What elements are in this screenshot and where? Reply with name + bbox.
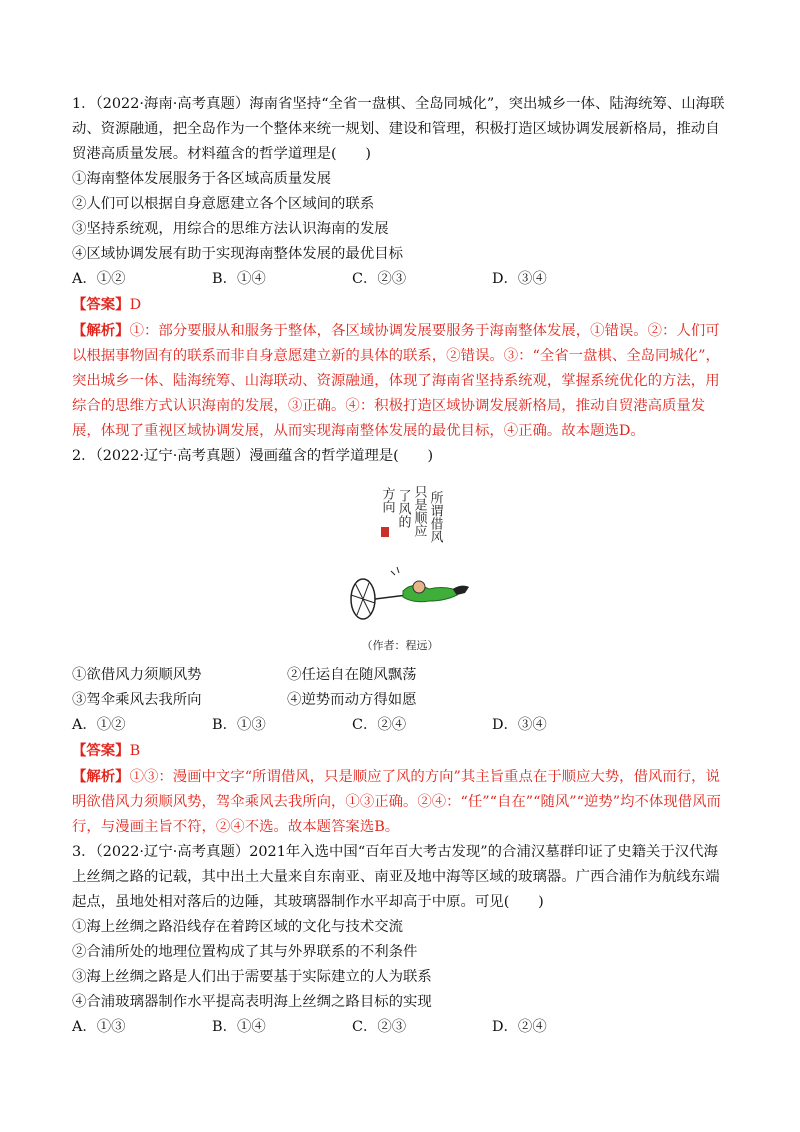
question-1-item: ①海南整体发展服务于各区域高质量发展	[72, 171, 332, 187]
flying-person-head	[413, 581, 425, 593]
question-2-stem: 2．（2022·辽宁·高考真题）漫画蕴含的哲学道理是( )	[72, 448, 434, 464]
option-d[interactable]: D．②④	[492, 1019, 547, 1035]
motion-lines	[391, 567, 399, 575]
option-d[interactable]: D．③④	[492, 271, 547, 287]
question-1-item: ③坚持系统观，用综合的思维方法认识海南的发展	[72, 221, 389, 237]
question-2-options	[72, 713, 728, 738]
option-c[interactable]: C．②④	[352, 717, 407, 733]
question-2-answer	[72, 738, 728, 764]
question-3-item: ④合浦玻璃器制作水平提高表明海上丝绸之路目标的实现	[72, 994, 432, 1010]
question-2-item: ①欲借风力须顺风势	[72, 667, 202, 683]
analysis-tag: 【解析】	[72, 768, 130, 785]
cartoon-caption: （作者：程远）	[361, 639, 439, 652]
option-b[interactable]: B．①④	[212, 271, 266, 287]
question-2-analysis	[72, 764, 728, 840]
option-d[interactable]: D．③④	[492, 717, 547, 733]
question-1-options	[72, 267, 728, 292]
question-2-item: ②任运自在随风飘荡	[287, 667, 417, 683]
question-2-item: ④逆势而动方得如愿	[287, 692, 417, 708]
question-1-item: ④区域协调发展有助于实现海南整体发展的最优目标	[72, 246, 403, 262]
question-3-item: ①海上丝绸之路沿线存在着跨区域的文化与技术交流	[72, 919, 403, 935]
question-3-options	[72, 1015, 728, 1040]
question-2-item: ③驾伞乘风去我所向	[72, 692, 202, 708]
cartoon-drawing	[325, 475, 475, 635]
question-1-stem: 1．（2022·海南·高考真题）海南省坚持“全省一盘棋、全岛同城化”，突出城乡一体、陆海统筹、山海联动、资源融通，把全岛作为一个整体来统一规划、建设和管理，积极打造区域协调发展新格局，推动自贸港高质量发展。材料蕴含的哲学道理是( )	[72, 96, 725, 162]
question-2-items-row	[72, 663, 728, 688]
answer-value: D	[129, 297, 142, 313]
question-3-stem: 3．（2022·辽宁·高考真题）2021年入选中国“百年百大考古发现”的合浦汉墓群印证了史籍关于汉代海上丝绸之路的记载，其中出土大量来自东南亚、南亚及地中海等区域的玻璃器。广西合浦作为航线东端起点，虽地处相对落后的边陲，其玻璃器制作水平却高于中原。可见( )	[72, 844, 720, 910]
cartoon-text: 所谓借风	[427, 491, 443, 543]
cartoon-text: 只是顺应	[411, 485, 427, 537]
analysis-text: ①：部分要服从和服务于整体，各区域协调发展要服务于海南整体发展，①错误。②：人们可以根据事物固有的联系而非自身意愿建立新的具体的联系，②错误。③：“全省一盘棋、全岛同城化”，突出城乡一体、陆海统筹、山海联动、资源融通，体现了海南省坚持系统观，掌握系统优化的方法，用综合的思维方式认识海南的发展，③正确。④：积极打造区域协调发展新格局，推动自贸港高质量发展，体现了重视区域协调发展，从而实现海南整体发展的最优目标，④正确。故本题选D。	[72, 323, 720, 439]
question-2-items-row	[72, 688, 728, 713]
question-1-answer	[72, 292, 728, 318]
document-page	[72, 92, 728, 1040]
answer-tag: 【答案】	[72, 296, 130, 313]
analysis-tag: 【解析】	[72, 322, 130, 339]
flying-person-body	[403, 586, 457, 602]
option-a[interactable]: A．①②	[72, 271, 126, 287]
question-3-item: ③海上丝绸之路是人们出于需要基于实际建立的人为联系	[72, 969, 432, 985]
answer-value: B	[129, 743, 141, 759]
answer-tag: 【答案】	[72, 742, 130, 759]
option-a[interactable]: A．①②	[72, 717, 126, 733]
option-c[interactable]: C．②③	[352, 1019, 407, 1035]
umbrella-handle	[375, 595, 407, 599]
question-3-item: ②合浦所处的地理位置构成了其与外界联系的不利条件	[72, 944, 418, 960]
question-1-item: ②人们可以根据自身意愿建立各个区域间的联系	[72, 196, 375, 212]
cartoon-text: 了风的	[395, 489, 411, 528]
option-c[interactable]: C．②③	[352, 271, 407, 287]
cartoon-text: 方向	[379, 487, 395, 513]
analysis-text: ①③：漫画中文字“所谓借风，只是顺应了风的方向”其主旨重点在于顺应大势，借风而行，说明欲借风力须顺风势，驾伞乘风去我所向，①③正确。②④：“任”“自在”“随风”“逆势”均不体现借风而行，与漫画主旨不符，②④不选。故本题答案选B。	[72, 769, 721, 835]
seal-stamp-icon	[381, 527, 389, 537]
option-a[interactable]: A．①③	[72, 1019, 126, 1035]
cartoon-figure	[72, 475, 728, 653]
option-b[interactable]: B．①③	[212, 717, 266, 733]
option-b[interactable]: B．①④	[212, 1019, 266, 1035]
question-1-analysis	[72, 318, 728, 444]
